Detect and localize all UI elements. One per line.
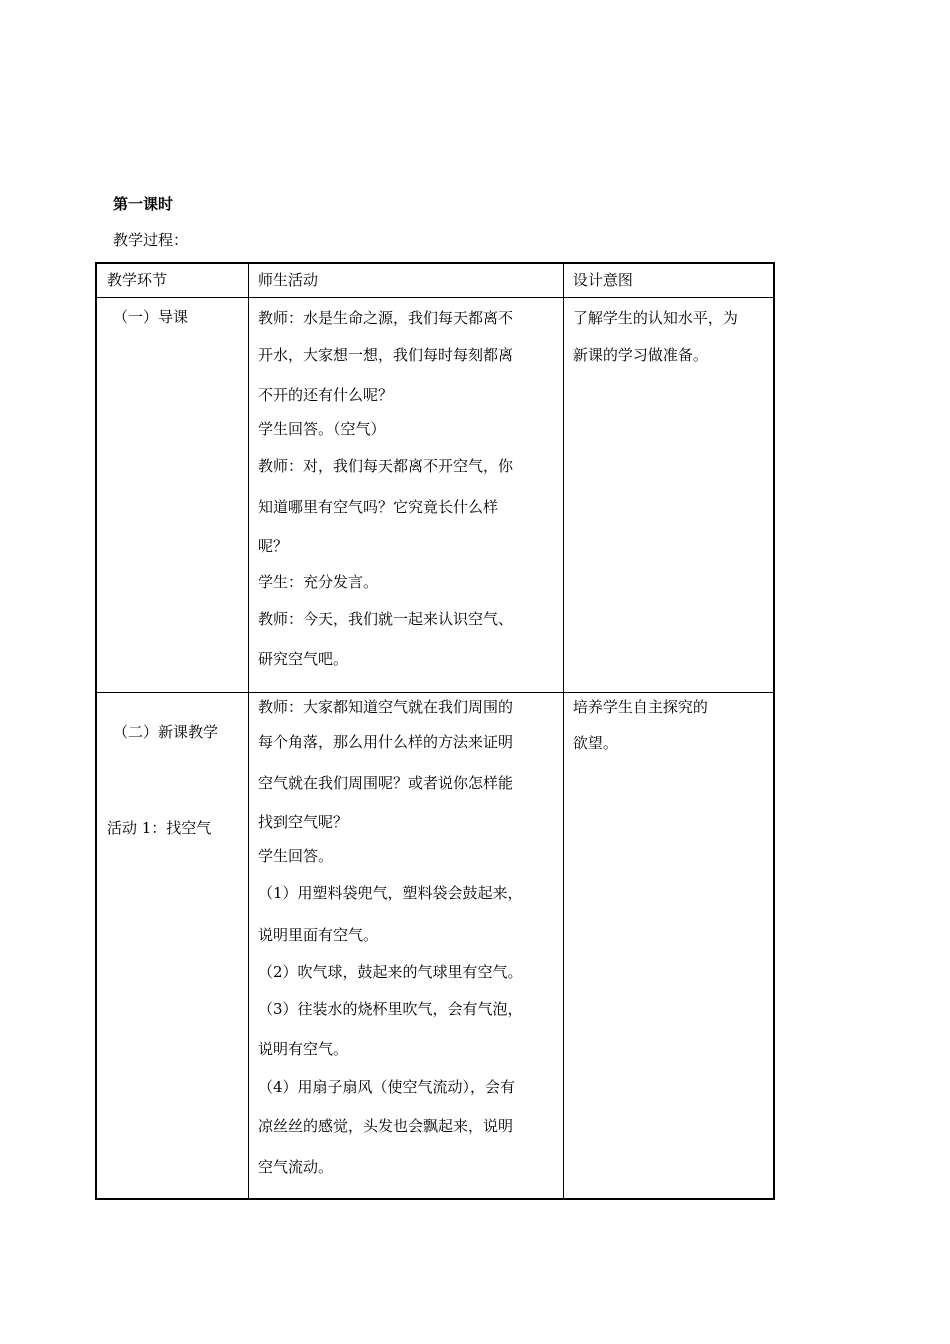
activity-line: 空气流动。 <box>257 1157 333 1176</box>
stage-label: （一）导课 <box>113 307 189 326</box>
activity-line: 教师：大家都知道空气就在我们周围的 <box>257 697 513 716</box>
table-row <box>96 692 774 1199</box>
stage-cell <box>96 692 248 1199</box>
activity-line: 研究空气吧。 <box>257 649 348 668</box>
activity-line: 教师：水是生命之源，我们每天都离不 <box>257 308 513 327</box>
activity-line: 不开的还有什么呢？ <box>257 385 393 404</box>
activity-line: 教师：今天，我们就一起来认识空气、 <box>257 609 513 628</box>
intent-line: 了解学生的认知水平，为 <box>572 308 738 327</box>
activity-line: 说明有空气。 <box>257 1039 348 1058</box>
intent-line: 培养学生自主探究的 <box>572 697 708 716</box>
activity-line: （4）用扇子扇风（使空气流动），会有 <box>257 1077 515 1096</box>
header-stage: 教学环节 <box>96 263 248 297</box>
activity-line: 每个角落，那么用什么样的方法来证明 <box>257 732 513 751</box>
activity-line: 呢？ <box>257 536 288 555</box>
activity-line: 教师：对，我们每天都离不开空气，你 <box>257 456 513 475</box>
table-row <box>96 297 774 692</box>
activity-line: 学生回答。 <box>257 846 333 865</box>
activity-line: 空气就在我们周围呢？或者说你怎样能 <box>257 773 513 792</box>
activity-cell <box>248 297 563 692</box>
header-intent: 设计意图 <box>563 263 774 297</box>
activity-line: （1）用塑料袋兜气，塑料袋会鼓起来， <box>257 883 523 902</box>
activity-line: 开水，大家想一想，我们每时每刻都离 <box>257 345 513 364</box>
activity-line: 学生回答。（空气） <box>257 419 386 438</box>
lesson-table <box>95 262 775 1200</box>
sub-stage-label: 活动 1：找空气 <box>107 818 212 837</box>
activity-line: 知道哪里有空气吗？它究竟长什么样 <box>257 497 498 516</box>
section-label: 教学过程： <box>113 231 189 249</box>
stage-label: （二）新课教学 <box>113 722 219 741</box>
page-title: 第一课时 <box>113 195 174 213</box>
activity-line: 说明里面有空气。 <box>257 925 378 944</box>
intent-cell <box>563 692 774 1199</box>
stage-cell <box>96 297 248 692</box>
header-activity: 师生活动 <box>248 263 563 297</box>
activity-line: 凉丝丝的感觉，头发也会飘起来，说明 <box>257 1116 513 1135</box>
intent-line: 欲望。 <box>572 733 618 752</box>
intent-line: 新课的学习做准备。 <box>572 345 708 364</box>
activity-cell <box>248 692 563 1199</box>
activity-line: 学生：充分发言。 <box>257 572 378 591</box>
table-header-row <box>96 263 774 297</box>
activity-line: （2）吹气球，鼓起来的气球里有空气。 <box>257 962 523 981</box>
activity-line: （3）往装水的烧杯里吹气，会有气泡， <box>257 999 523 1018</box>
activity-line: 找到空气呢？ <box>257 812 348 831</box>
intent-cell <box>563 297 774 692</box>
